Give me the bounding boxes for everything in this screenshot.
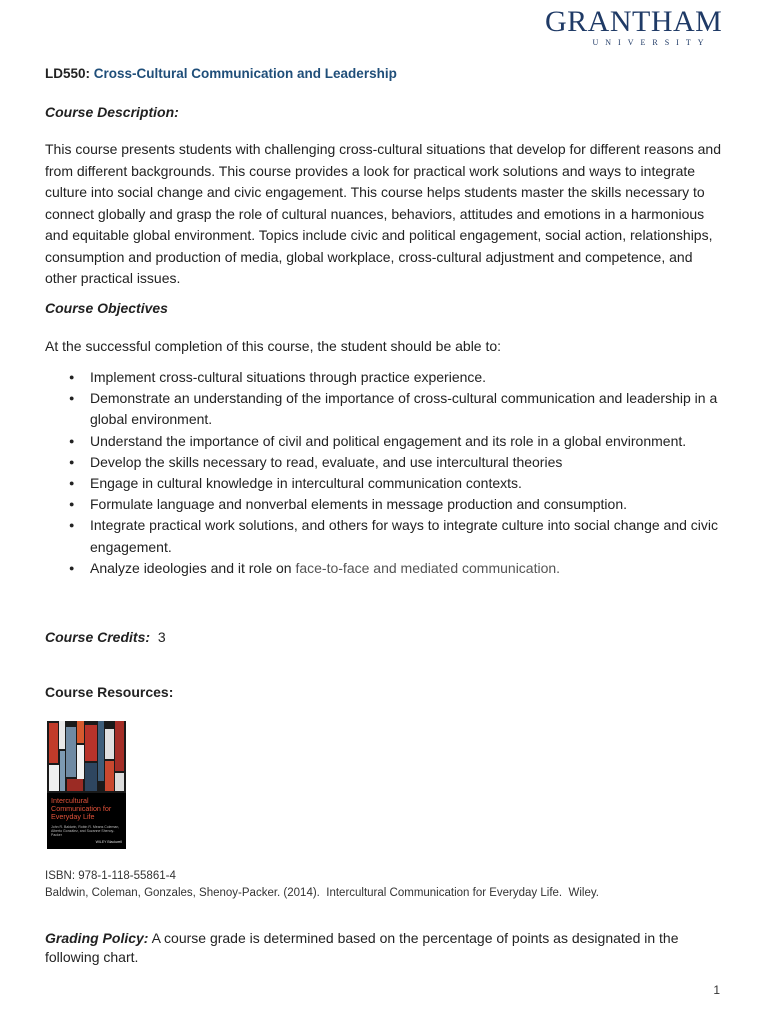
objectives-heading: Course Objectives xyxy=(45,300,168,316)
objective-item: ● Integrate practical work solutions, and others for ways to integrate culture into social change and civic engagement. xyxy=(45,515,725,557)
objective-item: ● Understand the importance of civil and political engagement and its role in a global environment. xyxy=(45,431,725,452)
objective-item: ● Develop the skills necessary to read, evaluate, and use intercultural theories xyxy=(45,452,725,473)
objective-item: ● Implement cross-cultural situations through practice experience. xyxy=(45,367,725,388)
objective-item: ● Engage in cultural knowledge in intercultural communication contexts. xyxy=(45,473,725,494)
book-cover-title: Intercultural Communication for Everyday Life xyxy=(51,796,112,821)
course-title xyxy=(45,66,397,81)
textbook-cover-image xyxy=(47,721,126,849)
logo-wordmark: GRANTHAM xyxy=(545,5,723,38)
objectives-list xyxy=(45,367,725,579)
credits-value: 3 xyxy=(157,629,166,645)
objective-item: ● Formulate language and nonverbal elements in message production and consumption. xyxy=(45,494,725,515)
grading-policy xyxy=(45,929,725,966)
objective-item xyxy=(45,558,725,579)
objectives-intro: At the successful completion of this course, the student should be able to: xyxy=(45,338,502,354)
description-heading: Course Description: xyxy=(45,104,179,120)
course-name: Cross-Cultural Communication and Leadership xyxy=(93,66,397,81)
course-credits xyxy=(45,629,166,645)
resources-heading: Course Resources: xyxy=(45,684,174,700)
book-cover-art xyxy=(47,721,126,793)
course-code: LD550: xyxy=(45,66,91,81)
university-logo xyxy=(545,5,723,47)
credits-label: Course Credits: xyxy=(45,629,151,645)
book-citation: Baldwin, Coleman, Gonzales, Shenoy-Packer. (2014). Intercultural Communication for Everyday Life. Wiley. xyxy=(45,887,599,899)
logo-subtitle: UNIVERSITY xyxy=(592,38,711,47)
page-number: 1 xyxy=(713,983,720,997)
description-text: This course presents students with challenging cross-cultural situations that develop for different reasons and from different backgrounds. This course provides a look for practical work solutions and ways to integrate culture into social change and civic engagement. This course helps students master the skills necessary to connect globally and grasp the role of cultural nuances, behaviors, attitudes and emotions in a harmonious and equitable global environment. Topics include civic and political engagement, social action, relationships, consumption and production of media, global workplace, cross-cultural adjustment and competence, and other practical issues. xyxy=(45,141,721,286)
objective-item: ● Demonstrate an understanding of the importance of cross-cultural communication and leadership in a global environment. xyxy=(45,388,725,430)
book-isbn: ISBN: 978-1-118-55861-4 xyxy=(45,870,176,882)
book-cover-publisher: WILEY Blackwell xyxy=(95,840,122,844)
objective-item-suffix: face-to-face and mediated communication. xyxy=(295,559,561,576)
book-cover-authors: John R. Baldwin, Robin R. Means Coleman, Alberto González, and Suzanne Shenoy-Packer xyxy=(51,825,120,838)
objective-item-prefix: Analyze ideologies and it role on xyxy=(90,559,296,576)
grading-label: Grading Policy: xyxy=(45,930,149,946)
grading-text: A course grade is determined based on the percentage of points as designated in the following chart. xyxy=(45,930,679,965)
